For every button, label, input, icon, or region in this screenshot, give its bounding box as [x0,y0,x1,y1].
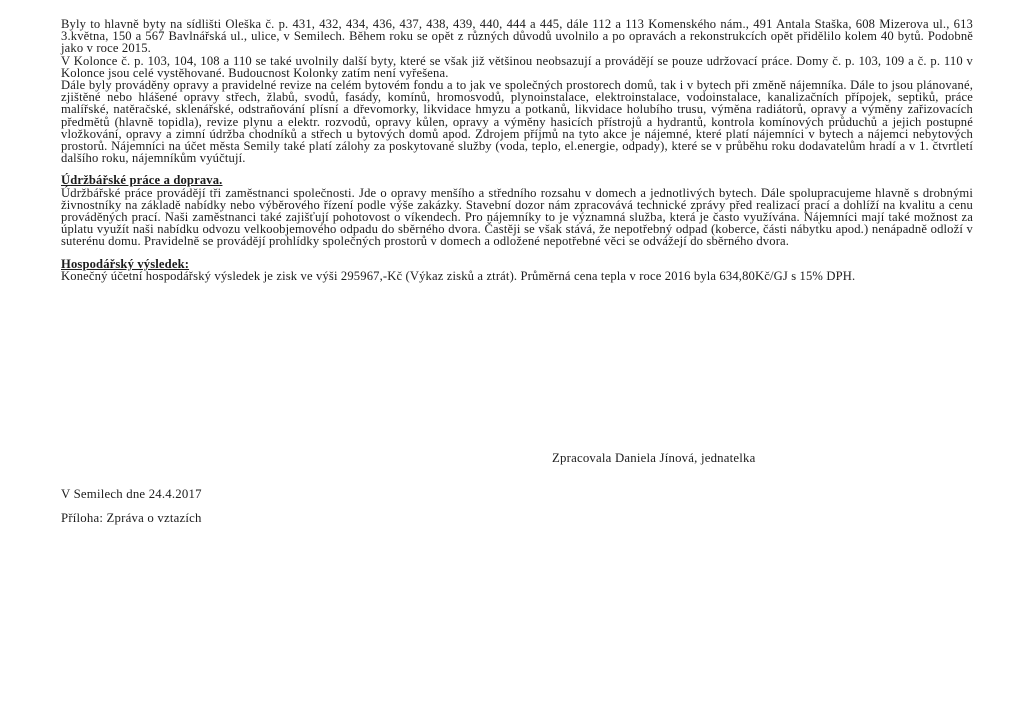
document-body [61,18,973,282]
intro-paragraph-repairs: Dále byly prováděny opravy a pravidelné revize na celém bytovém fondu a to jak ve společných prostorech domů, tak i v bytech při změně nájemníka. Dále to jsou plánované, zjištěné nebo hlášené opravy střech, žlabů, svodů, fasády, komínů, hromosvodů, plynoinstalace, elektroinstalace, vodoinstalace, kanalizačních přípojek, septiků, práce malířské, natěračské, sklenářské, odstraňování plísní a dřevomorky, likvidace hmyzu a potkanů, likvidace holubího trusu, výměna radiátorů, opravy a výměny zařizovacích předmětů (hlavně topidla), revize plynu a elektr. rozvodů, opravy kůlen, opravy a výměny hasicích přístrojů a hydrantů, kontrola komínových průduchů a jejich postupné vložkování, opravy a zimní údržba chodníků a střech u bytových domů apod. Zdrojem příjmů na tyto akce je nájemné, které platí nájemníci v bytech a nájemci nebytových prostorů. Nájemníci na účet města Semily také platí zálohy za poskytované služby (voda, teplo, el.energie, odpady), které se v průběhu roku dodavatelům hradí a v 1. čtvrtletí dalšího roku, nájemníkům vyúčtují. [61,78,973,166]
maintenance-paragraph: Údržbářské práce provádějí tři zaměstnanci společnosti. Jde o opravy menšího a středního rozsahu v domech a jednotlivých bytech. Dále spolupracujeme hlavně s drobnými živnostníky na základě nabídky nebo výběrového řízení podle výše zakázky. Stavební dozor nám zpracovává technické zprávy před realizací prací a dohlíží na kvalitu a cenu prováděných prací. Naši zaměstnanci také zajišťují pohotovost o víkendech. Pro nájemníky to je významná služba, která je často využívána. Nájemníci mají také možnost za úplatu využít naši nabídku odvozu velkoobjemového odpadu do sběrného dvora. Častěji se však stává, že nepotřebný odpad (koberce, části nábytku apod.) nenápadně odloží v suterénu domu. Pravidelně se provádějí prohlídky společných prostorů v domech a odložené nepotřebné věci se odvážejí do sběrného dvora. [61,185,973,249]
maintenance-heading: Údržbářské práce a doprava. [61,173,223,188]
section-spacer [61,248,973,258]
economic-result-paragraph: Konečný účetní hospodářský výsledek je zisk ve výši 295967,-Kč (Výkaz zisků a ztrát). Průměrná cena tepla v roce 2016 byla 634,80Kč/GJ s 15% DPH. [61,268,856,283]
economic-result-heading: Hospodářský výsledek: [61,256,190,271]
intro-paragraph-kolonka: V Kolonce č. p. 103, 104, 108 a 110 se také uvolnily další byty, které se však již většinou neobsazují a provádějí se pouze udržovací práce. Domy č. p. 103, 109 a č. p. 110 v Kolonce jsou celé vystěhované. Budoucnost Kolonky zatím není vyřešena. [61,53,973,80]
intro-paragraph-flats: Byly to hlavně byty na sídlišti Oleška č. p. 431, 432, 434, 436, 437, 438, 439, 440, 444 a 445, dále 112 a 113 Komenského nám., 491 Antala Staška, 608 Mizerova ul., 613 3.května, 150 a 567 Bavlnářská ul., ulice, v Semilech. Během roku se opět z různých důvodů uvolnilo a po opravách a rekonstrukcích opět přidělilo kolem 40 bytů. Podobně jako v roce 2015. [61,17,973,56]
place-date-line: V Semilech dne 24.4.2017 [61,487,202,501]
attachment-line: Příloha: Zpráva o vztazích [61,511,202,525]
signature-line: Zpracovala Daniela Jínová, jednatelka [552,451,756,465]
